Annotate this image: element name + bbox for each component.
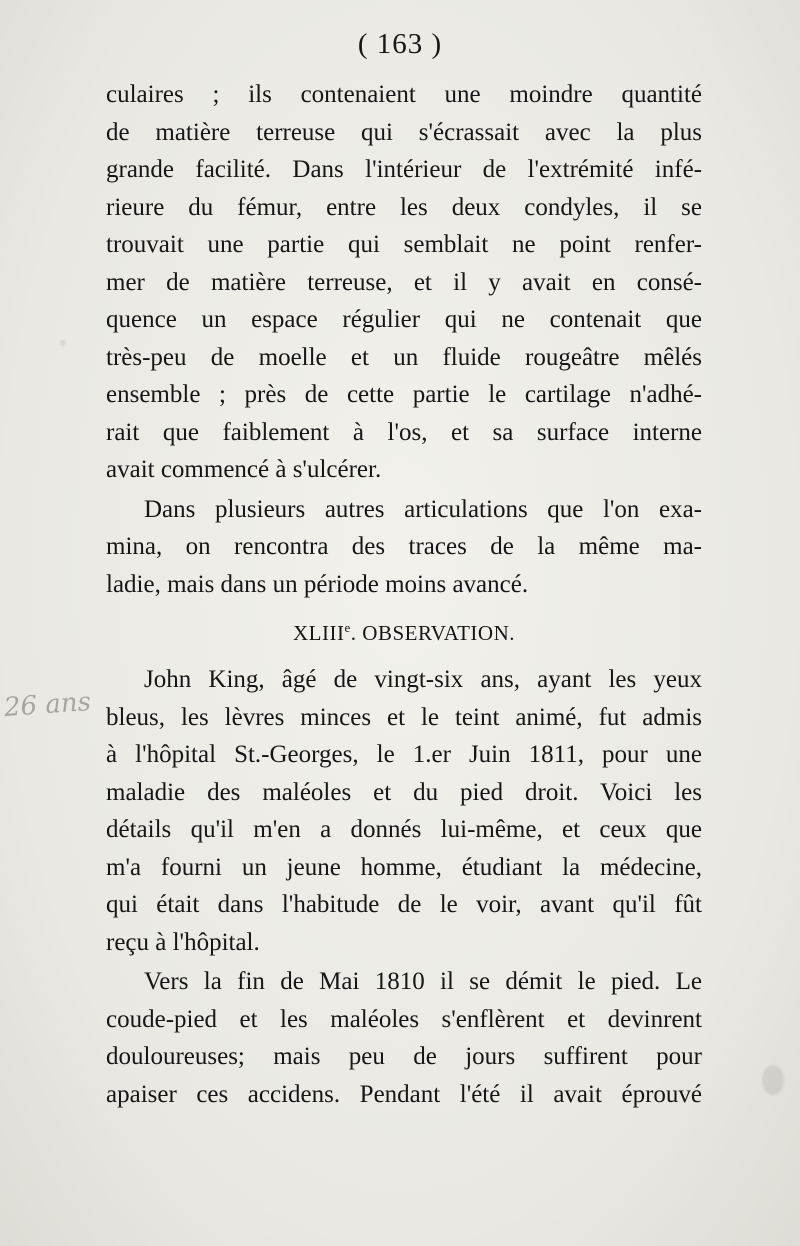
text-line: détails qu'il m'en a donnés lui-même, et ceux que (106, 816, 702, 843)
text-line: rait que faiblement à l'os, et sa surface interne (106, 418, 702, 446)
heading-title: . OBSERVATION. (350, 621, 515, 645)
text-line: à l'hôpital St.-Georges, le 1.er Juin 1811, pour une (106, 741, 702, 768)
paragraph (106, 491, 702, 604)
text-line: de matière terreuse qui s'écrassait avec la plus (106, 118, 702, 146)
paragraph (106, 661, 702, 961)
text-line: mer de matière terreuse, et il y avait en consé- (106, 268, 702, 296)
text-line: maladie des maléoles et du pied droit. Voici les (106, 778, 702, 806)
text-line: Dans plusieurs autres articulations que l'on exa- (144, 495, 702, 523)
text-line: ensemble ; près de cette partie le cartilage n'adhé- (106, 381, 702, 408)
margin-annotation: 26 ans (3, 687, 92, 723)
text-line: trouvait une partie qui semblait ne point renfer- (106, 231, 702, 258)
text-line: reçu à l'hôpital. (106, 928, 260, 956)
page-number: ( 163 ) (357, 28, 443, 60)
text-line: m'a fourni un jeune homme, étudiant la médecine, (106, 853, 702, 881)
text-line: coude-pied et les maléoles s'enflèrent et devinrent (106, 1005, 702, 1033)
paper-stain (762, 1065, 784, 1095)
heading-superscript: e (344, 620, 351, 635)
text-line: avait commencé à s'ulcérer. (106, 456, 382, 483)
paragraph (106, 963, 702, 1113)
text-line: très-peu de moelle et un fluide rougeâtre mêlés (106, 343, 702, 371)
text-line: ladie, mais dans un période moins avancé. (106, 570, 529, 598)
text-line: douloureuses; mais peu de jours suffirent pour (106, 1043, 702, 1070)
text-line: John King, âgé de vingt-six ans, ayant les yeux (144, 666, 702, 693)
text-line: quence un espace régulier qui ne contenait que (106, 306, 702, 333)
text-line: bleus, les lèvres minces et le teint animé, fut admis (106, 703, 702, 731)
paragraph-continuation (106, 76, 702, 489)
paper-speck (60, 340, 66, 346)
text-block (106, 76, 702, 1113)
text-line: rieure du fémur, entre les deux condyles, il se (106, 193, 702, 221)
heading-numeral: XLIII (293, 621, 345, 645)
text-line: apaiser ces accidens. Pendant l'été il avait éprouvé (106, 1080, 702, 1108)
text-line: grande facilité. Dans l'intérieur de l'extrémité infé- (106, 156, 702, 183)
text-line: culaires ; ils contenaient une moindre quantité (106, 81, 702, 108)
text-line: mina, on rencontra des traces de la même ma- (106, 533, 702, 560)
text-line: Vers la fin de Mai 1810 il se démit le pied. Le (144, 968, 702, 995)
text-line: qui était dans l'habitude de le voir, avant qu'il fût (106, 891, 702, 918)
section-heading (106, 607, 702, 659)
